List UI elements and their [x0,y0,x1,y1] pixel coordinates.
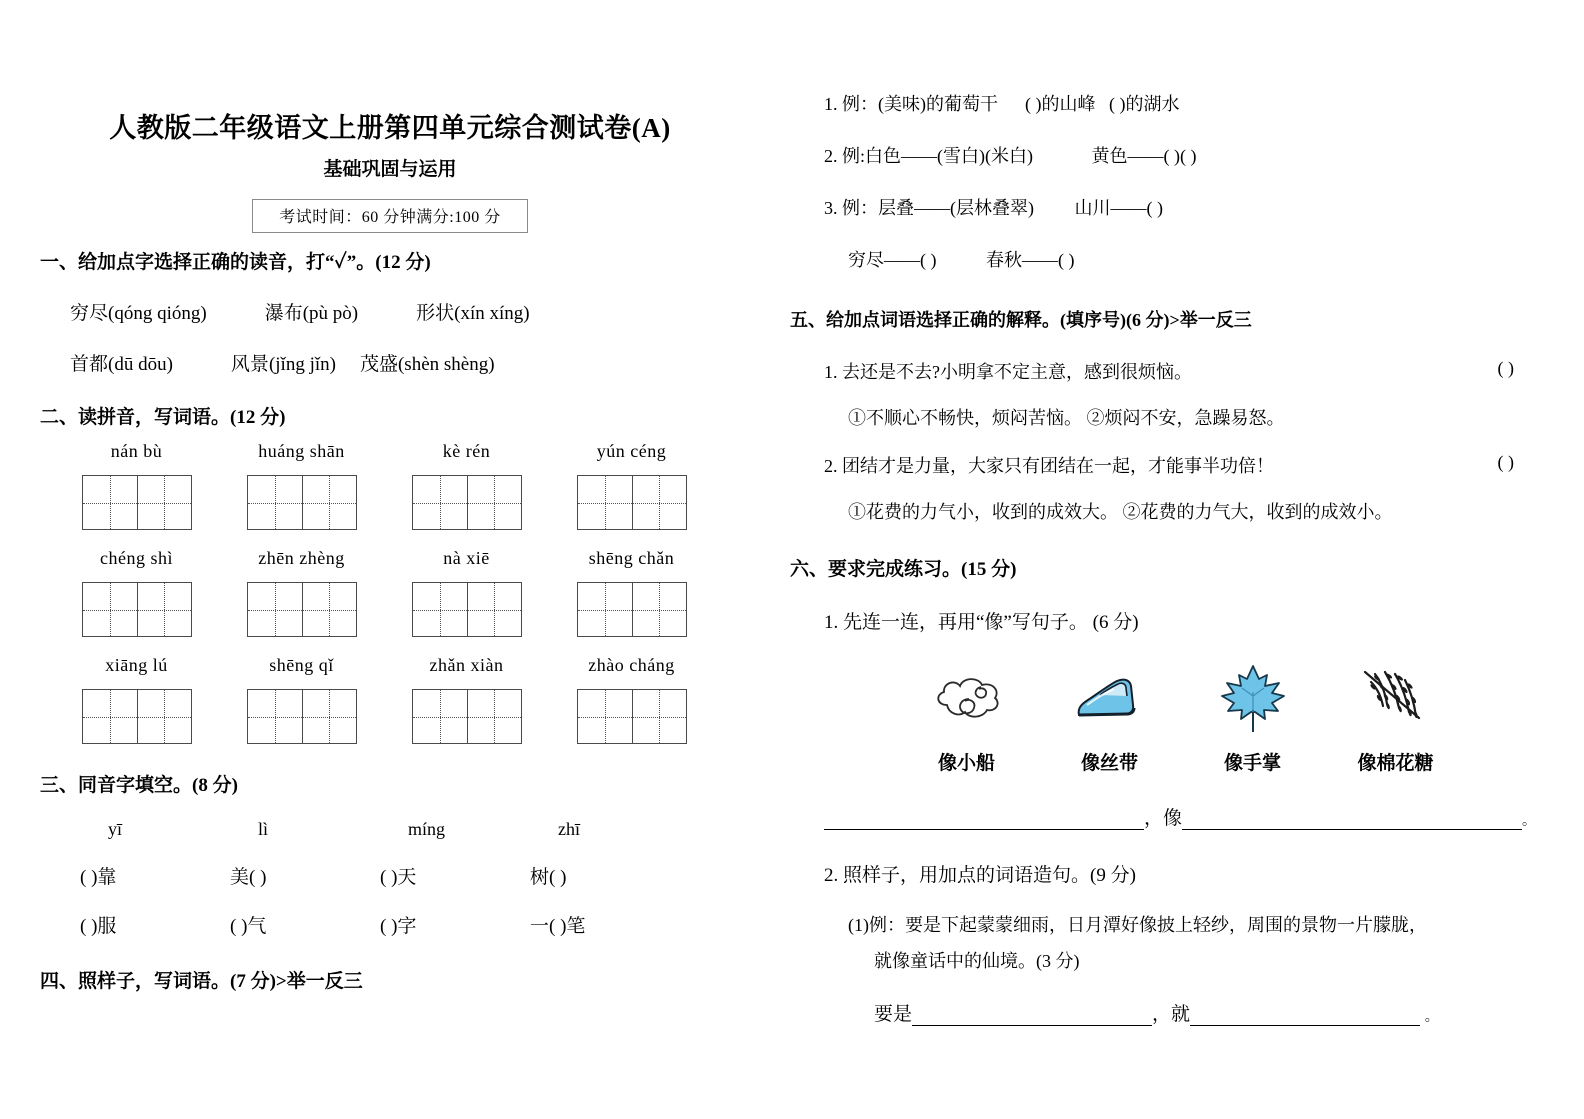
section-4-item-2 [790,142,1550,168]
section-4-heading: 四、照样子，写词语。(7 分)>举一反三 [40,971,363,993]
writing-grid-row-2 [40,548,740,637]
section-5-question-1-options[interactable]: ①不顺心不畅快，烦闷苦恼。 ②烦闷不安，急躁易怒。 [848,408,1285,428]
pinyin-label: nán bù [110,441,163,462]
page-title: 人教版二年级语文上册第四单元综合测试卷(A) [109,113,671,143]
section-5-heading: 五、给加点词语选择正确的解释。(填序号)(6 分)>举一反三 [790,310,1252,330]
section-6-question-1-answer-line [790,803,1550,830]
pinyin-label: nà xiē [443,548,490,569]
tianzige-box[interactable] [412,475,522,530]
item-example: (美味)的葡萄干 [878,94,998,114]
picture-label: 像丝带 [1080,753,1138,774]
page-subtitle: 基础巩固与运用 [323,159,457,181]
answer-period: 。 [1522,814,1537,829]
pinyin-label: huáng shān [258,441,345,462]
right-column [790,0,1550,1026]
exam-info-box: 考试时间：60 分钟满分:100 分 [252,199,527,233]
section-6-example-line-1: (1)例：要是下起蒙蒙细雨，日月潭好像披上轻纱，周围的景物一片朦胧， [848,915,1427,935]
homophone-row-1 [40,862,740,889]
cloud-icon [895,656,1038,742]
section-6-question-2-answer-line [790,999,1550,1026]
answer-connector: ，像 [1144,808,1183,829]
pronunciation-item[interactable]: 瀑布(pù pò) [264,303,359,325]
section-6-example-line-2: 就像童话中的仙境。(3 分) [874,951,1080,971]
tianzige-box[interactable] [412,582,522,637]
pronunciation-item[interactable]: 首都(dū dōu) [70,354,173,376]
homophone-blank[interactable]: ( )服 [80,916,117,938]
homophone-pinyin: yī [108,819,123,840]
picture-item[interactable] [895,656,1038,775]
pronunciation-row-1 [40,298,740,325]
item-example: 白色——(雪白)(米白) [865,146,1033,166]
answer-blank[interactable] [824,812,1144,830]
section-2-heading: 二、读拼音，写词语。(12 分) [40,407,286,429]
section-1-heading: 一、给加点字选择正确的读音，打“✓”。(12 分) [40,252,431,274]
section-4-item-4 [790,246,1550,272]
writing-grid-cell [54,441,219,530]
item-example[interactable]: 穷尽——( ) [848,250,937,270]
writing-grid-cell [219,655,384,744]
answer-paren[interactable]: ( ) [1497,358,1514,378]
tianzige-box[interactable] [247,582,357,637]
item-number: 2. 例: [824,146,866,166]
section-6-heading: 六、要求完成练习。(15 分) [790,559,1017,580]
writing-grid-cell [219,548,384,637]
answer-prefix: 要是 [874,1004,913,1025]
section-5-question-2 [790,452,1514,478]
pronunciation-item[interactable]: 穷尽(qóng qióng) [70,303,207,325]
writing-grid-cell [549,655,714,744]
exam-info-wrapper [40,199,740,233]
pinyin-label: kè rén [442,441,491,462]
tianzige-box[interactable] [247,689,357,744]
pinyin-label: shēng chǎn [588,548,675,569]
picture-label: 像小船 [937,753,995,774]
writing-grid-cell [54,655,219,744]
pinyin-label: shēng qǐ [269,655,334,676]
question-text: 1. 去还是不去?小明拿不定主意，感到很烦恼。 [824,362,1192,382]
writing-grid-cell [384,655,549,744]
writing-grid-cell [549,548,714,637]
homophone-blank[interactable]: 树( ) [530,867,567,889]
shoe-icon [1038,656,1181,742]
section-6-question-1-prompt: 1. 先连一连，再用“像”写句子。 (6 分) [824,612,1139,633]
homophone-blank[interactable]: ( )天 [380,867,417,889]
tianzige-box[interactable] [247,475,357,530]
picture-item[interactable] [1181,656,1324,775]
tianzige-box[interactable] [412,689,522,744]
pinyin-label: chéng shì [100,548,173,569]
picture-match-group [790,656,1550,775]
homophone-blank[interactable]: 一( )笔 [530,916,586,938]
homophone-row-2 [40,911,740,938]
tianzige-box[interactable] [577,689,687,744]
pinyin-label: xiāng lú [105,655,168,676]
picture-item[interactable] [1038,656,1181,775]
section-6-question-2-prompt: 2. 照样子，用加点的词语造句。(9 分) [824,865,1136,886]
section-5-question-1 [790,358,1514,384]
section-4-item-1 [790,90,1550,116]
answer-period: 。 [1424,1010,1439,1025]
question-text: 2. 团结才是力量，大家只有团结在一起，才能事半功倍！ [824,456,1274,476]
homophone-pinyin: zhī [558,819,580,840]
item-example: 层叠——(层林叠翠) [878,198,1034,218]
item-number: 3. 例： [824,198,878,218]
maple-leaf-icon [1181,656,1324,742]
section-5-question-2-options[interactable]: ①花费的力气小，收到的成效大。 ②花费的力气大，收到的成效小。 [848,502,1393,522]
tianzige-box[interactable] [82,475,192,530]
answer-connector: ，就 [1152,1004,1191,1025]
left-column [40,0,740,993]
picture-label: 像棉花糖 [1357,753,1434,774]
homophone-blank[interactable]: ( )靠 [80,867,117,889]
item-blank[interactable]: 山川——( ) [1074,198,1163,218]
tianzige-box[interactable] [82,689,192,744]
pronunciation-item[interactable]: 形状(xín xíng) [416,303,530,325]
homophone-blank[interactable]: ( )字 [380,916,417,938]
section-3-heading: 三、同音字填空。(8 分) [40,775,238,797]
picture-label: 像手掌 [1223,753,1281,774]
pinyin-label: zhào cháng [588,655,675,676]
tianzige-box[interactable] [82,582,192,637]
item-blank[interactable]: ( )的湖水 [1109,94,1180,114]
homophone-pinyin: míng [408,819,446,840]
tianzige-box[interactable] [577,582,687,637]
item-blank[interactable]: 春秋——( ) [986,250,1075,270]
writing-grid-row-1 [40,441,740,530]
tianzige-box[interactable] [577,475,687,530]
pronunciation-item[interactable]: 茂盛(shèn shèng) [359,354,495,376]
answer-blank[interactable] [912,1008,1152,1026]
item-blank[interactable]: 黄色——( )( ) [1091,146,1197,166]
writing-grid-cell [54,548,219,637]
homophone-pinyin: lì [258,819,269,840]
writing-grid-cell [219,441,384,530]
pronunciation-item[interactable]: 风景(jǐng jǐn) [230,354,336,376]
item-number: 1. 例： [824,94,878,114]
picture-item[interactable] [1324,656,1467,775]
pronunciation-row-2 [40,349,740,376]
answer-blank[interactable] [1182,812,1522,830]
answer-paren[interactable]: ( ) [1497,452,1514,472]
writing-grid-cell [384,548,549,637]
writing-grid-block [40,441,740,744]
item-blank[interactable]: ( )的山峰 [1025,94,1096,114]
writing-grid-row-3 [40,655,740,744]
homophone-blank[interactable]: ( )气 [230,916,267,938]
homophone-pinyin-row [40,819,740,840]
pinyin-label: yún céng [596,441,667,462]
pinyin-label: zhēn zhèng [258,548,345,569]
answer-blank[interactable] [1190,1008,1420,1026]
writing-grid-cell [549,441,714,530]
section-4-item-3 [790,194,1550,220]
homophone-blank[interactable]: 美( ) [230,867,267,889]
pinyin-label: zhǎn xiàn [429,655,504,676]
willow-branch-icon [1324,656,1467,742]
writing-grid-cell [384,441,549,530]
